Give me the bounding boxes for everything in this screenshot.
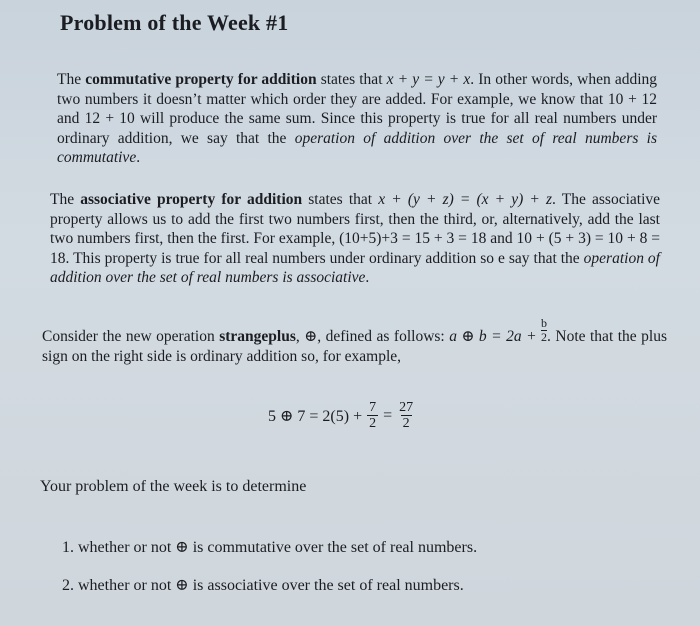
page-title: Problem of the Week #1 (60, 10, 289, 35)
denominator: 2 (541, 329, 548, 344)
text: and (486, 230, 517, 248)
fraction (367, 400, 378, 431)
numerator: 27 (399, 400, 414, 415)
math: 10 + (5 + 3) = 10 + 8 = 18 (50, 230, 660, 267)
problem-intro: Your problem of the week is to determine (40, 478, 307, 495)
math: x + y = y + x (386, 71, 471, 88)
text: , ⊕, defined as follows: (295, 328, 450, 345)
fraction (397, 400, 415, 431)
text: . The associative property allows us to add the first two numbers first, then the third, or, alternatively, add the last two numbers first, then the first. For example, (50, 191, 660, 248)
math: (10+5)+3 = 15 + 3 = 18 (339, 230, 487, 248)
text: states that (316, 71, 387, 88)
bold-term: strangeplus (219, 328, 296, 345)
denominator: 2 (402, 416, 410, 431)
commutative-paragraph (57, 70, 657, 168)
italic-statement: operation of addition over the set of real numbers is associative (50, 249, 660, 287)
math: a ⊕ b = 2a + (449, 328, 542, 345)
text: The (57, 71, 86, 88)
text: and (57, 110, 85, 128)
numerator: b (541, 315, 548, 330)
italic-statement: operation of addition over the set of real numbers is commutative (57, 129, 657, 167)
text: . In other words, when adding two numbers it doesn’t matter which order they are added. For example, we know that (57, 71, 658, 108)
denominator: 2 (369, 416, 377, 431)
associative-paragraph (50, 190, 660, 288)
math: x + (y + z) = (x + y) + z (378, 191, 553, 208)
text: . Note that the plus sign on the right side is ordinary addition so, for example, (42, 328, 667, 365)
text: . (365, 269, 370, 287)
list-item: 1. whether or not ⊕ is commutative over the set of real numbers. (62, 539, 478, 556)
equals-sign: = (383, 406, 393, 424)
strangeplus-paragraph (42, 315, 667, 366)
numerator: 7 (369, 400, 377, 415)
math: 12 + 10 (84, 110, 135, 128)
question-list (62, 529, 477, 605)
math: 10 + 12 (607, 90, 657, 108)
text: will produce the same sum. Since this property is true for all real numbers under ordinary addition, we say that the (57, 110, 657, 147)
equation-lhs: 5 ⊕ 7 = 2(5) + (268, 407, 363, 425)
text: . (136, 149, 141, 167)
text: . This property is true for all real numbers under ordinary addition so e say that the (65, 249, 584, 267)
bold-term: commutative property for addition (85, 71, 317, 88)
text: The (50, 191, 81, 208)
list-item: 2. whether or not ⊕ is associative over the set of real numbers. (62, 577, 464, 594)
text: states that (302, 191, 379, 208)
bold-term: associative property for addition (80, 191, 303, 208)
example-equation (268, 400, 415, 431)
text: Consider the new operation (42, 328, 220, 345)
